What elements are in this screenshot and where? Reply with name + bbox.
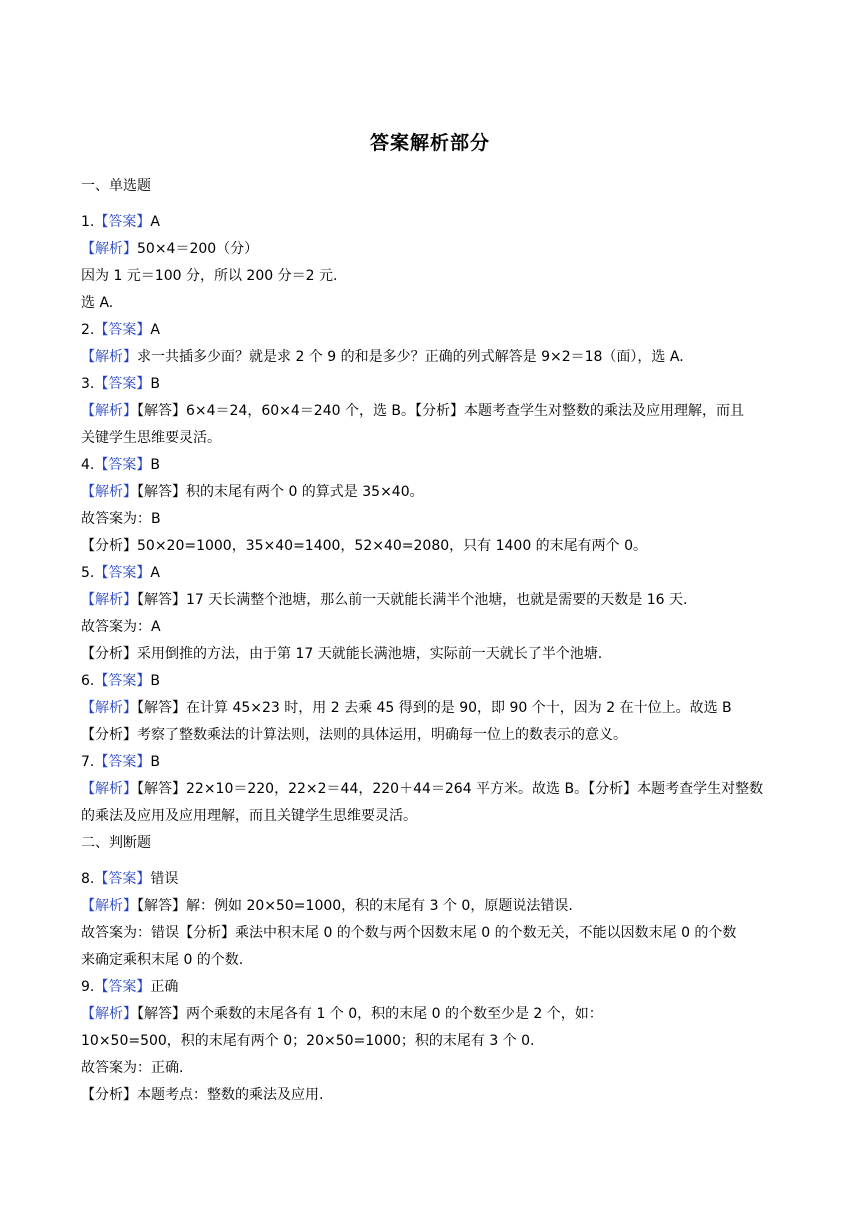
question-7-answer — [81, 752, 781, 772]
question-9-analysis-line-4: 【分析】本题考点：整数的乘法及应用. — [81, 1087, 324, 1103]
question-number: 2. — [81, 322, 95, 338]
question-number: 7. — [81, 754, 95, 770]
section-heading-single-choice: 一、单选题 — [81, 178, 151, 194]
question-number: 1. — [81, 214, 95, 230]
analysis-tag: 【解析】 — [81, 349, 137, 365]
analysis-tag: 【解析】 — [81, 484, 137, 500]
answer-value: A — [150, 214, 160, 230]
question-2-analysis-line-1 — [81, 347, 781, 367]
analysis-text: 【解答】17 天长满整个池塘，那么前一天就能长满半个池塘，也就是需要的天数是 16 天. — [137, 592, 688, 608]
section-heading-true-false: 二、判断题 — [81, 835, 151, 851]
question-4-analysis-line-2: 故答案为：B — [81, 511, 161, 527]
analysis-tag: 【解析】 — [81, 700, 137, 716]
analysis-text: 【解答】6×4＝24，60×4＝240 个，选 B。【分析】本题考查学生对整数的乘法及应用理解，而且 — [137, 403, 745, 419]
answer-tag: 【答案】 — [94, 871, 151, 887]
answer-tag: 【答案】 — [94, 322, 151, 338]
answer-tag: 【答案】 — [94, 565, 151, 581]
analysis-text: 50×4＝200（分） — [137, 241, 259, 257]
question-4-answer — [81, 455, 781, 475]
answer-value: A — [150, 565, 160, 581]
question-6-analysis-line-1 — [81, 698, 781, 718]
answer-value: B — [150, 754, 160, 770]
question-2-answer — [81, 320, 781, 340]
answer-tag: 【答案】 — [94, 376, 151, 392]
question-3-analysis-line-1 — [81, 401, 781, 421]
answer-tag: 【答案】 — [94, 979, 151, 995]
analysis-text: 【解答】在计算 45×23 时，用 2 去乘 45 得到的是 90，即 90 个十，因为 2 在十位上。故选 B — [137, 700, 732, 716]
question-4-analysis-line-1 — [81, 482, 781, 502]
question-9-analysis-line-2: 10×50=500，积的末尾有两个 0；20×50=1000；积的末尾有 3 个 0. — [81, 1033, 535, 1049]
question-8-analysis-line-2: 故答案为：错误【分析】乘法中积末尾 0 的个数与两个因数末尾 0 的个数无关，不能以因数末尾 0 的个数 — [81, 925, 737, 941]
question-5-answer — [81, 563, 781, 583]
analysis-text: 【解答】两个乘数的末尾各有 1 个 0，积的末尾 0 的个数至少是 2 个，如： — [137, 1006, 603, 1022]
analysis-tag: 【解析】 — [81, 403, 137, 419]
answer-value: 正确 — [150, 979, 179, 995]
question-7-analysis-line-2: 的乘法及应用及应用理解，而且关键学生思维要灵活。 — [81, 808, 417, 824]
analysis-text: 考察了整数乘法的计算法则，法则的具体运用，明确每一位上的数表示的意义。 — [137, 727, 627, 743]
question-9-analysis-line-3: 故答案为：正确. — [81, 1060, 184, 1076]
question-7-analysis-line-1 — [81, 779, 781, 799]
question-8-analysis-line-3: 来确定乘积末尾 0 的个数. — [81, 952, 244, 968]
question-3-analysis-line-2: 关键学生思维要灵活。 — [81, 430, 221, 446]
analysis-tag: 【解析】 — [81, 898, 137, 914]
answer-value: B — [150, 376, 160, 392]
answer-tag: 【答案】 — [94, 673, 151, 689]
analysis-text: 【解答】22×10＝220，22×2＝44，220＋44＝264 平方米。故选 B。【分析】本题考查学生对整数 — [137, 781, 764, 797]
analysis-text: 求一共插多少面？就是求 2 个 9 的和是多少？正确的列式解答是 9×2＝18（面），选 A. — [137, 349, 684, 365]
analysis-tag: 【解析】 — [81, 241, 137, 257]
page-title: 答案解析部分 — [369, 132, 490, 154]
question-5-analysis-line-1 — [81, 590, 781, 610]
question-number: 4. — [81, 457, 95, 473]
answer-value: 错误 — [150, 871, 179, 887]
answer-tag: 【答案】 — [94, 214, 151, 230]
question-number: 5. — [81, 565, 95, 581]
analysis-tag: 【解析】 — [81, 781, 137, 797]
question-1-analysis-line-2: 因为 1 元＝100 分，所以 200 分＝2 元. — [81, 268, 338, 284]
analysis-subtag: 【分析】 — [81, 727, 137, 743]
question-1-answer — [81, 212, 781, 232]
question-number: 6. — [81, 673, 95, 689]
question-5-analysis-line-3: 【分析】采用倒推的方法，由于第 17 天就能长满池塘，实际前一天就长了半个池塘. — [81, 646, 603, 662]
question-8-answer — [81, 869, 781, 889]
question-5-analysis-line-2: 故答案为：A — [81, 619, 161, 635]
analysis-tag: 【解析】 — [81, 1006, 137, 1022]
answer-tag: 【答案】 — [94, 754, 151, 770]
question-6-answer — [81, 671, 781, 691]
question-9-analysis-line-1 — [81, 1004, 781, 1024]
analysis-tag: 【解析】 — [81, 592, 137, 608]
answer-value: B — [150, 673, 160, 689]
question-number: 8. — [81, 871, 95, 887]
analysis-text: 【解答】积的末尾有两个 0 的算式是 35×40。 — [137, 484, 424, 500]
question-1-analysis-line-3: 选 A. — [81, 295, 114, 311]
answer-tag: 【答案】 — [94, 457, 151, 473]
question-1-analysis-line-1 — [81, 239, 781, 259]
question-number: 9. — [81, 979, 95, 995]
question-8-analysis-line-1 — [81, 896, 781, 916]
question-6-analysis-line-2 — [81, 725, 781, 745]
question-3-answer — [81, 374, 781, 394]
question-9-answer — [81, 977, 781, 997]
analysis-text: 【解答】解：例如 20×50=1000，积的末尾有 3 个 0，原题说法错误. — [137, 898, 573, 914]
answer-value: B — [150, 457, 160, 473]
question-number: 3. — [81, 376, 95, 392]
question-4-analysis-line-3: 【分析】50×20=1000，35×40=1400，52×40=2080，只有 1400 的末尾有两个 0。 — [81, 538, 648, 554]
answer-value: A — [150, 322, 160, 338]
